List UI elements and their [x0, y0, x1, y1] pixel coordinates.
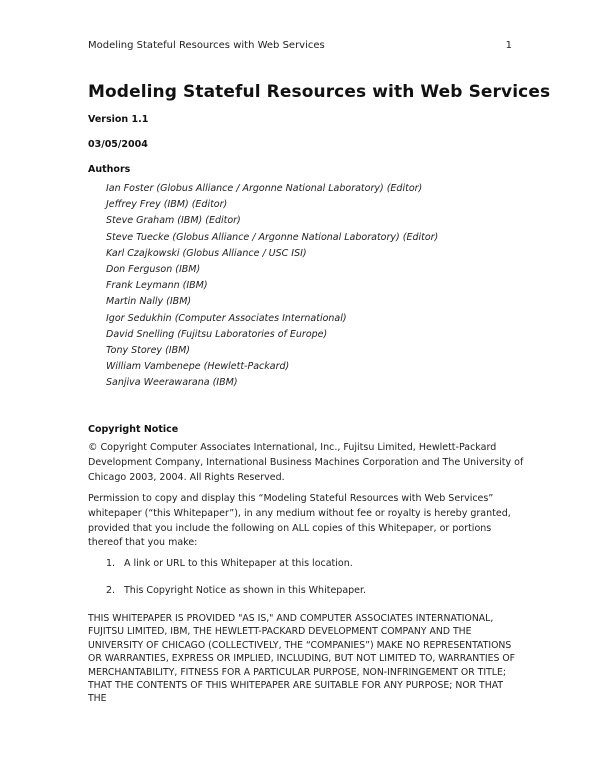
author-list — [106, 181, 438, 392]
running-header — [88, 40, 512, 51]
authors-heading: Authors — [88, 164, 131, 175]
copyright-statement: © Copyright Computer Associates International, Inc., Fujitsu Limited, Hewlett-Packard Development Company, International Business Machines Corporation and The University of Chicago 2003, 2004. All Rights Reserved. — [88, 442, 524, 483]
list-item — [106, 558, 353, 569]
version-label: Version 1.1 — [88, 114, 149, 125]
list-number: 2. — [106, 585, 116, 596]
document-title: Modeling Stateful Resources with Web Services — [88, 82, 551, 102]
author-item: David Snelling (Fujitsu Laboratories of Europe) — [106, 328, 328, 340]
author-item: Steve Tuecke (Globus Alliance / Argonne National Laboratory) (Editor) — [106, 231, 439, 243]
author-item: Sanjiva Weerawarana (IBM) — [106, 377, 238, 389]
author-item: Tony Storey (IBM) — [106, 345, 190, 357]
list-text: This Copyright Notice as shown in this Whitepaper. — [124, 585, 367, 596]
author-item: Frank Leymann (IBM) — [106, 280, 208, 292]
running-header-title: Modeling Stateful Resources with Web Services — [88, 40, 325, 51]
list-number: 1. — [106, 558, 116, 569]
list-text: A link or URL to this Whitepaper at this location. — [124, 558, 353, 569]
author-item: Igor Sedukhin (Computer Associates International) — [106, 312, 347, 324]
author-item: William Vambenepe (Hewlett-Packard) — [106, 361, 290, 373]
date-label: 03/05/2004 — [88, 139, 148, 150]
author-item: Don Ferguson (IBM) — [106, 264, 201, 276]
permission-paragraph: Permission to copy and display this “Modeling Stateful Resources with Web Services” whitepaper (“this Whitepaper”), in any medium without fee or royalty is hereby granted, provided that you include the following on ALL copies of this Whitepaper, or portions thereof that you make: — [88, 493, 511, 549]
author-item: Steve Graham (IBM) (Editor) — [106, 215, 241, 227]
disclaimer-paragraph: THIS WHITEPAPER IS PROVIDED "AS IS," AND COMPUTER ASSOCIATES INTERNATIONAL, FUJITSU LIMITED, IBM, THE HEWLETT-PACKARD DEVELOPMENT COMPANY AND THE UNIVERSITY OF CHICAGO (COLLECTIVELY, THE “COMPANIES”) MAKE NO REPRESENTATIONS OR WARRANTIES, EXPRESS OR IMPLIED, INCLUDING, BUT NOT LIMITED TO, WARRANTIES OF MERCHANTABILITY, FITNESS FOR A PARTICULAR PURPOSE, NON-INFRINGEMENT OR TITLE; THAT THE CONTENTS OF THIS WHITEPAPER ARE SUITABLE FOR ANY PURPOSE; NOR THAT THE — [88, 613, 516, 705]
page-number: 1 — [505, 40, 512, 51]
author-item: Martin Nally (IBM) — [106, 296, 192, 308]
copyright-heading: Copyright Notice — [88, 424, 179, 435]
author-item: Karl Czajkowski (Globus Alliance / USC ISI) — [106, 247, 307, 259]
author-item: Jeffrey Frey (IBM) (Editor) — [106, 199, 228, 211]
author-item: Ian Foster (Globus Alliance / Argonne National Laboratory) (Editor) — [106, 183, 423, 194]
list-item — [106, 585, 366, 596]
